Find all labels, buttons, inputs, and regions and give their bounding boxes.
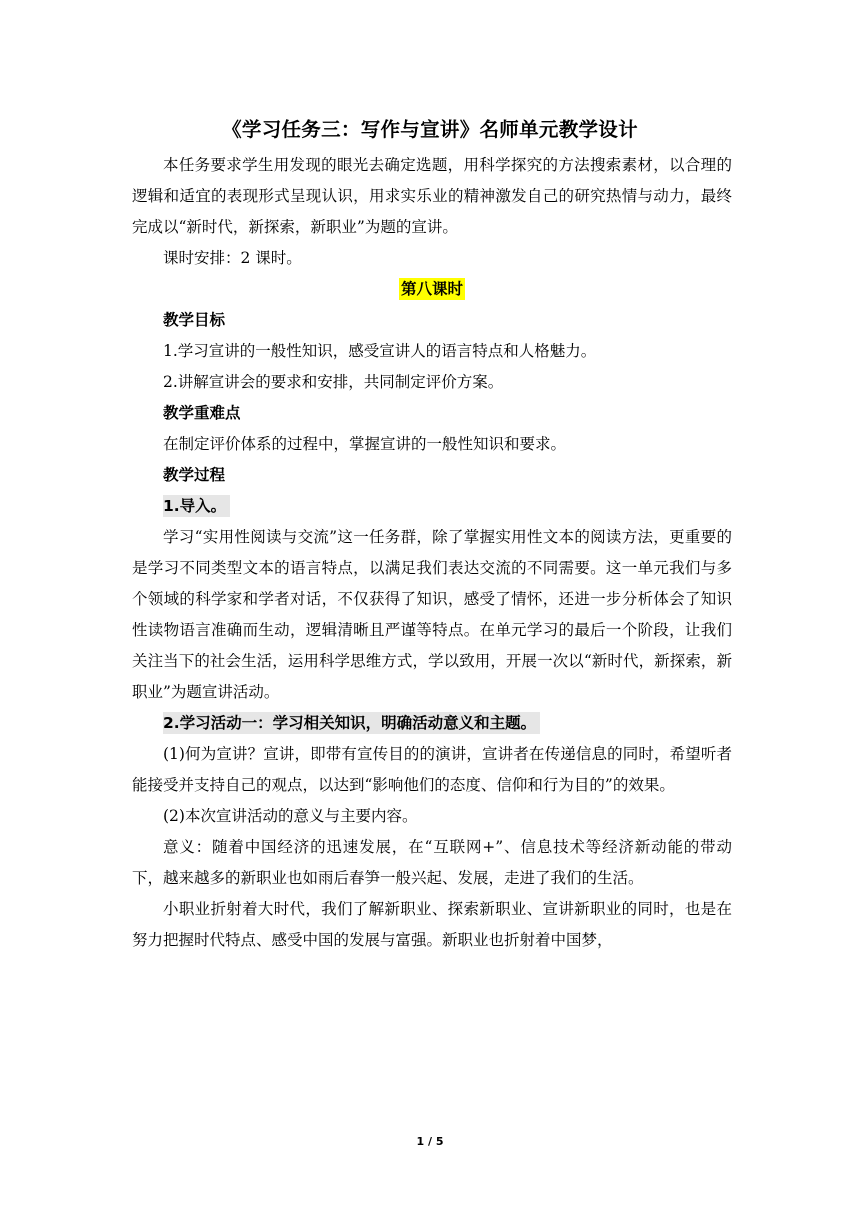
intro-paragraph: 本任务要求学生用发现的眼光去确定选题，用科学探究的方法搜索素材，以合理的逻辑和适宜的表现形式呈现认识，用求实乐业的精神激发自己的研究热情与动力，最终完成以“新时代，新探索，新职业”为题的宣讲。 <box>132 156 732 236</box>
goal-item-2: 2.讲解宣讲会的要求和安排，共同制定评价方案。 <box>163 373 504 391</box>
goal-item-1: 1.学习宣讲的一般性知识，感受宣讲人的语言特点和人格魅力。 <box>163 342 597 360</box>
difficulty-heading: 教学重难点 <box>163 404 241 422</box>
lesson-heading-highlight: 第八课时 <box>400 280 463 298</box>
schedule-paragraph: 课时安排：2 课时。 <box>163 249 302 267</box>
step2-paragraph-2: (2)本次宣讲活动的意义与主要内容。 <box>163 807 418 825</box>
step2-heading-highlight: 2.学习活动一：学习相关知识，明确活动意义和主题。 <box>163 712 540 734</box>
goals-heading: 教学目标 <box>163 311 226 329</box>
step1-heading-highlight: 1.导入。 <box>163 495 230 517</box>
process-heading: 教学过程 <box>163 466 226 484</box>
step2-paragraph-4: 小职业折射着大时代，我们了解新职业、探索新职业、宣讲新职业的同时，也是在努力把握时代特点、感受中国的发展与富强。新职业也折射着中国梦， <box>132 900 732 949</box>
step2-paragraph-3: 意义：随着中国经济的迅速发展，在“互联网+”、信息技术等经济新动能的带动下，越来越多的新职业也如雨后春笋一般兴起、发展，走进了我们的生活。 <box>132 838 732 887</box>
lesson-heading <box>132 274 732 305</box>
document-title: 《学习任务三：写作与宣讲》名师单元教学设计 <box>222 118 638 141</box>
step1-heading <box>132 491 732 522</box>
step2-heading <box>132 708 732 739</box>
step2-paragraph-1: (1)何为宣讲？宣讲，即带有宣传目的的演讲，宣讲者在传递信息的同时，希望听者能接受并支持自己的观点，以达到“影响他们的态度、信仰和行为目的”的效果。 <box>132 745 732 794</box>
page-number: 1 / 5 <box>416 1135 444 1148</box>
step1-paragraph: 学习“实用性阅读与交流”这一任务群，除了掌握实用性文本的阅读方法，更重要的是学习不同类型文本的语言特点，以满足我们表达交流的不同需要。这一单元我们与多个领域的科学家和学者对话，不仅获得了知识，感受了情怀，还进一步分析体会了知识性读物语言准确而生动，逻辑清晰且严谨等特点。在单元学习的最后一个阶段，让我们关注当下的社会生活，运用科学思维方式，学以致用，开展一次以“新时代，新探索，新职业”为题宣讲活动。 <box>132 528 732 701</box>
document-body <box>132 150 732 956</box>
difficulty-text: 在制定评价体系的过程中，掌握宣讲的一般性知识和要求。 <box>163 435 567 453</box>
